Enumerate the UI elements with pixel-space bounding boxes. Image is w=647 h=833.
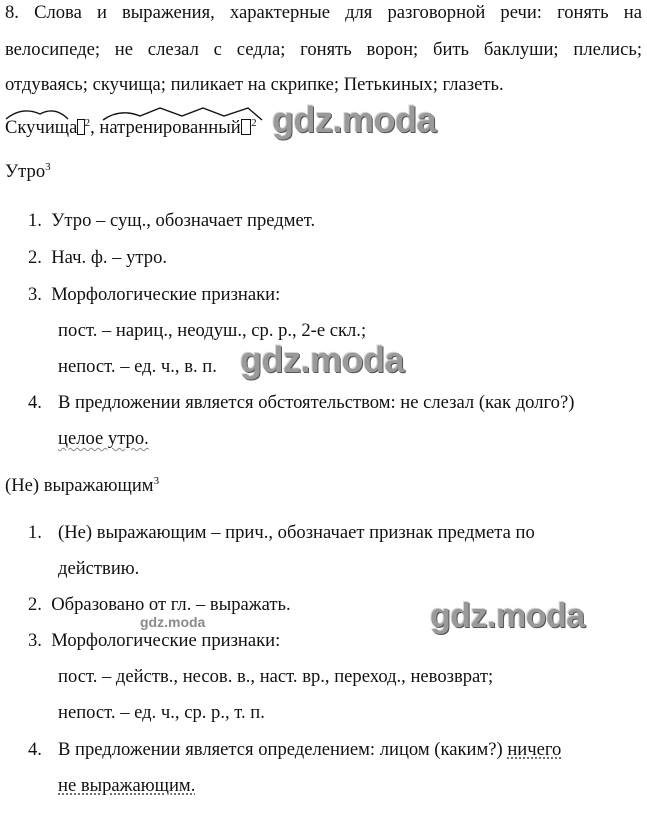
ending-box-2 xyxy=(241,119,252,135)
watermark-small: gdz.moda xyxy=(140,614,206,630)
morph-sep: , xyxy=(90,117,100,138)
task-line-2: велосипеде; не слезал с седла; гонять ворон; бить баклуши; плелись; xyxy=(5,39,642,60)
section1-heading: Утро$^3$ xyxy=(5,161,51,182)
s1-item-2: 2. Нач. ф. – утро. xyxy=(28,247,168,268)
morph-word-2: натренированный xyxy=(99,117,241,138)
s2-item-2: 2. Образовано от гл. – выражать. xyxy=(28,594,291,615)
s1-item-1: 1. Утро – сущ., обозначает предмет. xyxy=(28,210,316,231)
s2-var-features: непост. – ед. ч., ср. р., т. п. xyxy=(58,702,265,723)
s2-item-1-cont: действию. xyxy=(58,558,140,579)
s2-item-3: 3. Морфологические признаки: xyxy=(28,630,281,651)
task-line-3: отдуваясь; скучища; пиликает на скрипке; Петькиных; глазеть. xyxy=(5,74,504,95)
section2-heading: (Не) выражающим$^3$ xyxy=(5,475,160,496)
s2-const-features: пост. – действ., несов. в., наст. вр., переход., невозврат; xyxy=(58,666,494,687)
task-line-1: 8. Слова и выражения, характерные для разговорной речи: гонять на xyxy=(5,2,642,23)
s1-item-4-cont: целое утро. xyxy=(58,428,149,449)
s2-item-4: 4. В предложении является определением: лицом (каким?) ничего xyxy=(28,739,562,760)
morph-word-1: Скучища xyxy=(5,117,78,138)
watermark-1: gdz.moda xyxy=(272,99,436,140)
s1-const-features: пост. – нариц., неодуш., ср. р., 2-е скл.; xyxy=(58,320,367,341)
watermark-3: gdz.moda xyxy=(430,597,585,635)
s1-item-4: 4. В предложении является обстоятельством: не слезал (как долго?) xyxy=(28,392,575,413)
s1-var-features: непост. – ед. ч., в. п. xyxy=(58,356,217,377)
morph-sup-1: 2 xyxy=(84,117,91,129)
s1-item-3: 3. Морфологические признаки: xyxy=(28,284,281,305)
watermark-2: gdz.moda xyxy=(240,339,404,380)
s2-item-4-cont: не выражающим. xyxy=(58,775,196,796)
morph-sup-2: 2 xyxy=(251,117,257,129)
ending-box-1 xyxy=(77,119,84,135)
s2-item-1: 1. (Не) выражающим – прич., обозначает признак предмета по xyxy=(28,522,535,543)
